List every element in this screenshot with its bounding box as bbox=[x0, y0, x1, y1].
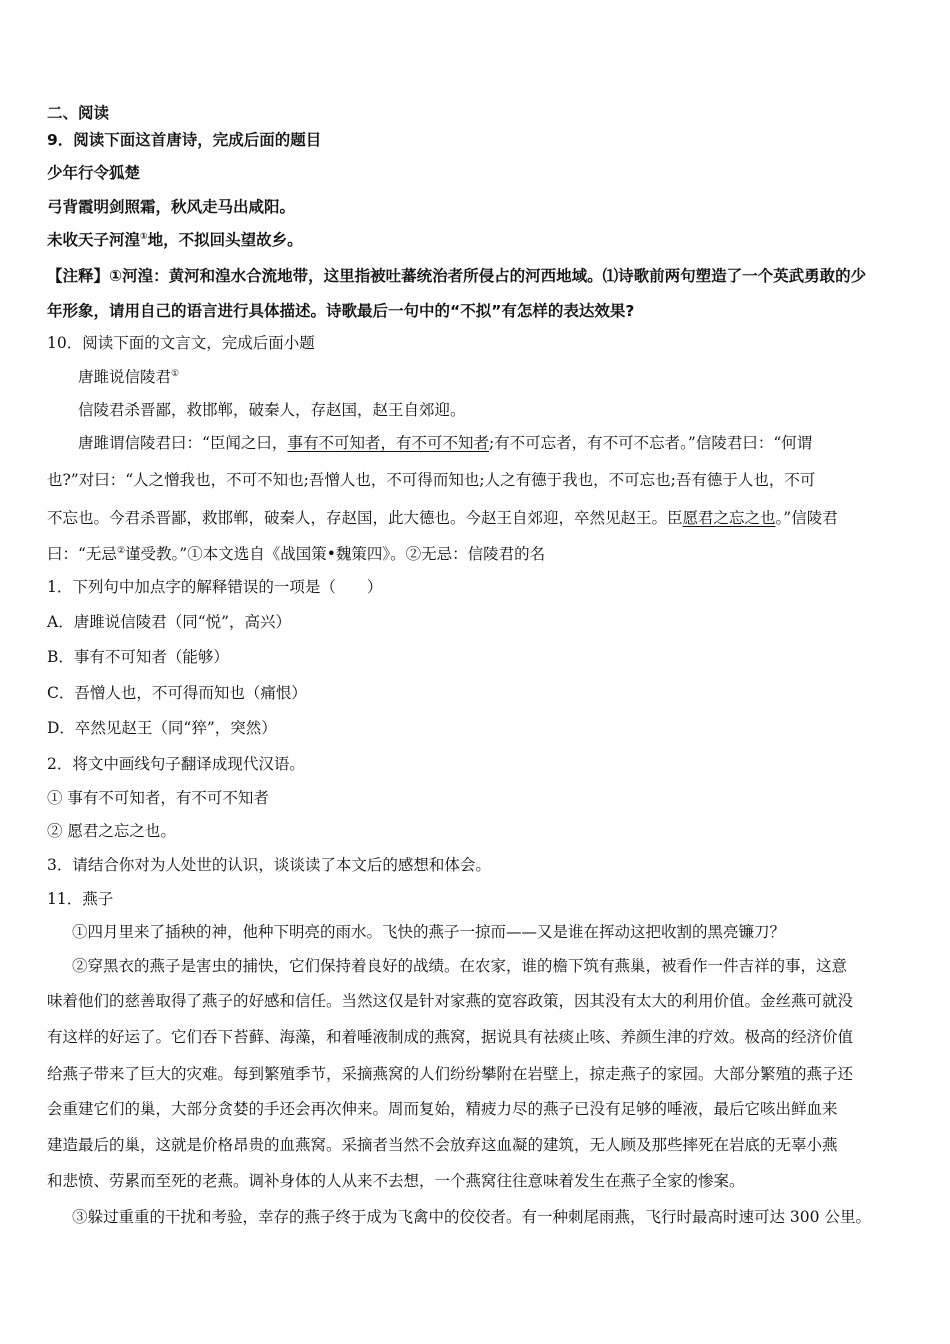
q10-option-c: C．吾憎人也，不可得而知也（痛恨） bbox=[47, 684, 307, 702]
q10-option-a: A．唐雎说信陵君（同“悦”，高兴） bbox=[47, 613, 292, 631]
q9-poem-title: 少年行令狐楚 bbox=[47, 164, 141, 182]
q11-title: 11．燕子 bbox=[47, 890, 114, 908]
q10-prompt: 10．阅读下面的文言文，完成后面小题 bbox=[47, 334, 315, 352]
q9-note-line2: 年形象，请用自己的语言进行具体描述。诗歌最后一句中的“不拟”有怎样的表达效果? bbox=[47, 302, 635, 320]
q9-poem-line2: 未收天子河湟①地，不拟回头望故乡。 bbox=[47, 231, 303, 249]
q11-para2-line1: ②穿黑衣的燕子是害虫的捕快，它们保持着良好的战绩。在农家，谁的檐下筑有燕巢，被看作一件吉祥的事，这意 bbox=[72, 957, 848, 975]
q9-prompt: 9．阅读下面这首唐诗，完成后面的题目 bbox=[47, 131, 322, 149]
q10-sub2: 2．将文中画线句子翻译成现代汉语。 bbox=[47, 755, 305, 773]
q11-para2-line6: 建造最后的巢，这就是价格昂贵的血燕窝。采摘者当然不会放弃这血凝的建筑，无人顾及那些摔死在岩底的无辜小燕 bbox=[47, 1136, 838, 1154]
q10-sub2-item1: ① 事有不可知者，有不可不知者 bbox=[47, 789, 269, 807]
q9-note-line1: 【注释】①河湟：黄河和湟水合流地带，这里指被吐蕃统治者所侵占的河西地域。⑴诗歌前两句塑造了一个英武勇敢的少 bbox=[47, 267, 867, 285]
q11-para2-line3: 有这样的好运了。它们吞下苔藓、海藻，和着唾液制成的燕窝，据说具有祛痰止咳、养颜生津的疗效。极高的经济价值 bbox=[47, 1028, 854, 1046]
q11-para2-line7: 和悲愤、劳累而至死的老燕。调补身体的人从来不去想，一个燕窝往往意味着发生在燕子全家的惨案。 bbox=[47, 1172, 745, 1190]
underlined-sentence-1: 事有不可知者，有不可不知者 bbox=[287, 434, 489, 452]
underlined-sentence-2: 愿君之忘之也 bbox=[682, 509, 776, 527]
q10-para2-line4: 曰：“无忌②谨受教。”①本文选自《战国策•魏策四》。②无忌：信陵君的名 bbox=[47, 545, 546, 563]
q11-para3: ③躲过重重的干扰和考验，幸存的燕子终于成为飞禽中的佼佼者。有一种刺尾雨燕，飞行时最高时速可达 300 公里。 bbox=[72, 1208, 871, 1226]
q10-para1: 信陵君杀晋鄙，救邯郸，破秦人，存赵国，赵王自郊迎。 bbox=[78, 401, 466, 419]
q11-para2-line4: 给燕子带来了巨大的灾难。每到繁殖季节，采摘燕窝的人们纷纷攀附在岩壁上，掠走燕子的家园。大部分繁殖的燕子还 bbox=[47, 1065, 854, 1083]
q11-para2-line5: 会重建它们的巢，大部分贪婪的手还会再次伸来。周而复始，精疲力尽的燕子已没有足够的唾液，最后它咳出鲜血来 bbox=[47, 1100, 838, 1118]
q10-sub1: 1．下列句中加点字的解释错误的一项是（ ） bbox=[47, 578, 383, 596]
q11-para2-line2: 味着他们的慈善取得了燕子的好感和信任。当然这仅是针对家燕的宽容政策，因其没有太大的利用价值。金丝燕可就没 bbox=[47, 992, 854, 1010]
q10-para2-line1: 唐雎谓信陵君曰：“臣闻之曰，事有不可知者，有不可不知者;有不可忘者，有不可不忘者。”信陵君曰：“何谓 bbox=[78, 434, 813, 452]
q10-sub3: 3．请结合你对为人处世的认识，谈谈读了本文后的感想和体会。 bbox=[47, 856, 491, 874]
q10-sub2-item2: ② 愿君之忘之也。 bbox=[47, 822, 176, 840]
q11-para1: ①四月里来了插秧的神，他种下明亮的雨水。飞快的燕子一掠而——又是谁在挥动这把收割的黑亮镰刀？ bbox=[72, 923, 786, 941]
q9-poem-line1: 弓背霞明剑照霜，秋风走马出咸阳。 bbox=[47, 198, 296, 216]
q10-option-b: B．事有不可知者（能够） bbox=[47, 648, 229, 666]
q10-option-d: D．卒然见赵王（同“猝”，突然） bbox=[47, 719, 277, 737]
q10-para2-line3: 不忘也。今君杀晋鄙，救邯郸，破秦人，存赵国，此大德也。今赵王自郊迎，卒然见赵王。臣愿君之忘之也。”信陵君 bbox=[47, 509, 838, 527]
q10-para2-line2: 也?”对曰：“人之憎我也，不可不知也;吾憎人也，不可得而知也;人之有德于我也，不可忘也;吾有德于人也，不可 bbox=[47, 471, 816, 489]
section-title: 二、阅读 bbox=[47, 104, 110, 122]
q10-passage-title: 唐雎说信陵君① bbox=[78, 368, 180, 386]
